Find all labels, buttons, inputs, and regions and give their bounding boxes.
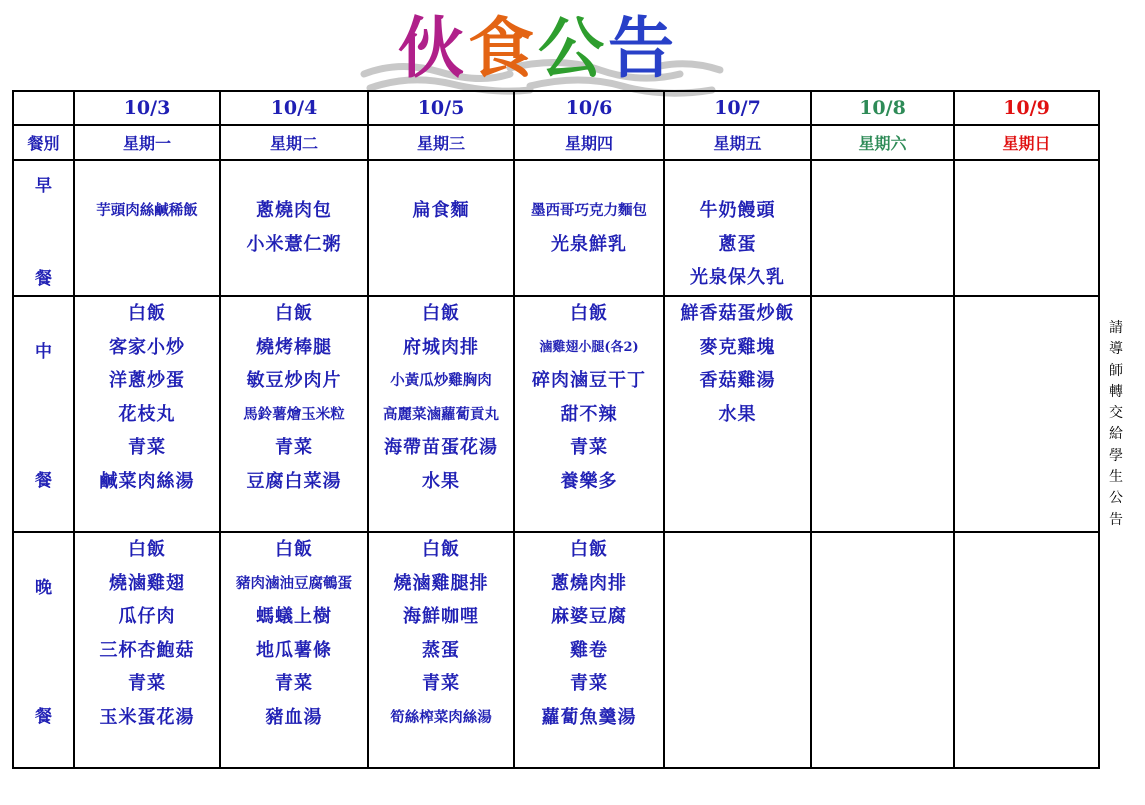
menu-item: 扁食麵 [412,200,470,221]
side-note [1106,318,1126,531]
menu-item: 白飯 [570,303,608,324]
menu-cell [368,296,514,532]
menu-item: 甜不辣 [560,403,618,425]
date-header-sunday: 10/9 [954,91,1099,125]
menu-item: 鮮香菇蛋炒飯 [680,303,795,324]
side-note-char: 告 [1109,511,1123,528]
page-title [360,4,740,100]
menu-cell [220,160,368,296]
menu-item: 蘿蔔魚羹湯 [541,706,637,728]
menu-item: 高麗菜滷蘿蔔貢丸 [383,405,499,423]
meal-row [13,532,1099,768]
menu-cell [514,160,664,296]
meal-label [13,296,74,532]
title-text [398,6,678,92]
title-char: 告 [608,10,678,87]
menu-item: 芋頭肉絲鹹稀飯 [96,202,198,219]
weekday-header: 星期五 [664,125,811,160]
menu-item: 青菜 [422,673,460,694]
meal-label [13,160,74,296]
side-note-char: 導 [1109,341,1123,358]
weekday-header: 星期一 [74,125,220,160]
date-header: 10/3 [74,91,220,125]
date-header: 10/7 [664,91,811,125]
date-header: 10/6 [514,91,664,125]
menu-item: 雞卷 [570,639,608,661]
menu-cell [811,296,954,532]
menu-item: 燒滷雞翅 [109,572,185,594]
menu-cell [664,532,811,768]
meal-label-char: 中 [35,342,52,362]
menu-item: 蔥蛋 [718,233,757,255]
title-char: 食 [468,10,538,87]
menu-item: 燒滷雞腿排 [393,572,489,594]
menu-cell [811,160,954,296]
side-note-char: 給 [1109,426,1123,443]
menu-item: 白飯 [128,539,166,560]
title-char: 伙 [398,10,468,87]
menu-cell [954,296,1099,532]
menu-item: 豆腐白菜湯 [246,470,342,492]
menu-cell [368,160,514,296]
menu-cell [514,532,664,768]
menu-item: 小米薏仁粥 [246,233,342,255]
menu-cell [220,296,368,532]
menu-item: 鹹菜肉絲湯 [99,470,195,492]
side-note-char: 請 [1109,320,1123,336]
meal-label-char: 晚 [35,578,52,598]
weekday-header: 星期三 [368,125,514,160]
menu-item: 白飯 [275,303,313,324]
side-note-char: 師 [1109,362,1123,379]
menu-item: 水果 [718,403,757,425]
date-header: 10/5 [368,91,514,125]
menu-cell [368,532,514,768]
weekday-header-saturday: 星期六 [811,125,954,160]
weekday-header-sunday: 星期日 [954,125,1099,160]
menu-item: 地瓜薯條 [256,639,332,661]
meal-label-char: 餐 [35,269,52,289]
side-note-char: 轉 [1109,383,1123,400]
menu-item: 墨西哥巧克力麵包 [531,202,647,219]
side-note-char: 生 [1109,469,1123,486]
weekday-header: 星期四 [514,125,664,160]
menu-item: 滷雞翅小腿(各2) [539,339,639,355]
menu-item: 海帶苗蛋花湯 [384,437,498,458]
meal-row [13,160,1099,296]
menu-table [12,90,1100,769]
menu-item: 豬肉滷油豆腐鵪蛋 [236,574,352,592]
menu-cell [74,160,220,296]
weekday-row [13,125,1099,160]
menu-item: 光泉保久乳 [690,267,785,288]
meal-label-char: 餐 [35,707,52,727]
menu-item: 養樂多 [560,470,618,492]
menu-item: 光泉鮮乳 [551,233,627,255]
menu-cell [664,296,811,532]
menu-item: 白飯 [422,303,460,324]
menu-item: 燒烤棒腿 [256,336,332,358]
menu-item: 小黃瓜炒雞胸肉 [390,372,492,389]
menu-item: 碎肉滷豆干丁 [532,370,646,391]
menu-item: 白飯 [570,539,608,560]
menu-item: 青菜 [128,437,166,458]
meal-column-label: 餐別 [13,125,74,160]
meal-label-char: 餐 [35,471,52,491]
side-note-char: 公 [1109,490,1123,507]
menu-item: 瓜仔肉 [118,606,176,627]
date-header-saturday: 10/8 [811,91,954,125]
meal-label-char: 早 [35,176,52,196]
menu-item: 青菜 [570,437,608,458]
menu-item: 青菜 [275,673,313,694]
menu-item: 府城肉排 [403,336,479,358]
date-row [13,91,1099,125]
menu-item: 牛奶饅頭 [699,200,776,221]
menu-item: 蔥燒肉包 [256,200,332,221]
menu-item: 馬鈴薯燴玉米粒 [243,405,345,423]
menu-item: 海鮮咖哩 [403,606,479,627]
menu-cell [74,296,220,532]
menu-item: 豬血湯 [265,706,323,728]
menu-item: 麻婆豆腐 [551,606,627,627]
menu-item: 青菜 [128,673,166,694]
title-char: 公 [538,10,608,87]
menu-cell [954,160,1099,296]
menu-cell [74,532,220,768]
corner-cell [13,91,74,125]
menu-item: 白飯 [128,303,166,324]
meal-row [13,296,1099,532]
menu-cell [664,160,811,296]
menu-cell [811,532,954,768]
menu-item: 白飯 [422,539,460,560]
date-header: 10/4 [220,91,368,125]
menu-cell [514,296,664,532]
side-note-char: 學 [1109,447,1123,464]
menu-item: 白飯 [275,539,313,560]
meal-label [13,532,74,768]
menu-item: 蔥燒肉排 [551,572,627,594]
side-note-char: 交 [1109,405,1123,422]
menu-cell [954,532,1099,768]
menu-item: 螞蟻上樹 [256,606,332,627]
menu-item: 花枝丸 [118,403,176,425]
menu-item: 玉米蛋花湯 [99,706,195,728]
menu-item: 香菇雞湯 [699,370,776,391]
menu-item: 筍絲榨菜肉絲湯 [390,708,492,726]
menu-item: 麥克雞塊 [699,336,776,358]
weekday-header: 星期二 [220,125,368,160]
menu-item: 三杯杏鮑菇 [99,639,195,661]
menu-cell [220,532,368,768]
menu-item: 水果 [422,470,460,492]
menu-item: 蒸蛋 [422,639,460,661]
menu-item: 青菜 [570,673,608,694]
menu-item: 客家小炒 [109,336,185,358]
menu-item: 敏豆炒肉片 [246,370,342,391]
menu-item: 青菜 [275,437,313,458]
menu-item: 洋蔥炒蛋 [109,370,185,391]
